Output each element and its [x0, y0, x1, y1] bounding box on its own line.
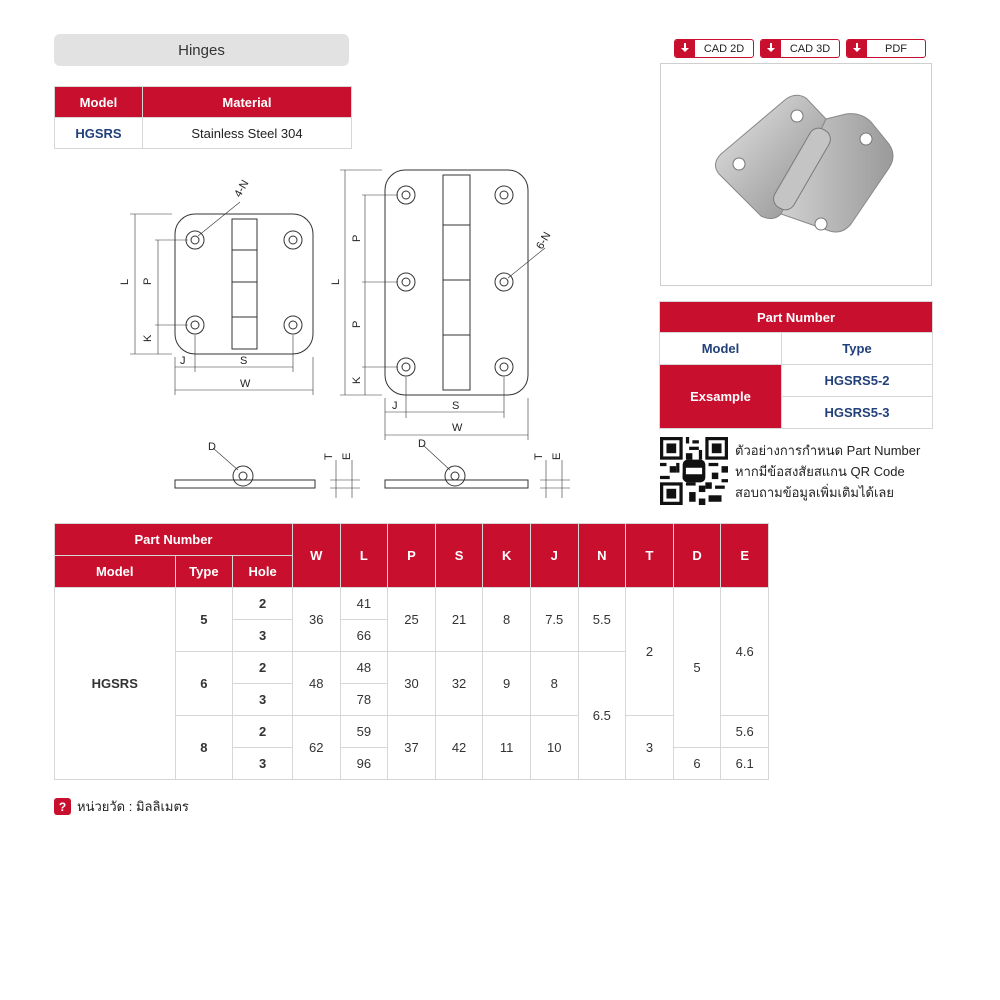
page-title	[54, 34, 349, 66]
cad-3d-label: CAD 3D	[789, 42, 831, 55]
col-d-header: D	[673, 524, 721, 588]
col-e-header: E	[721, 524, 769, 588]
left-n-label: 4-N	[232, 178, 252, 200]
spec-hole: 3	[233, 620, 293, 652]
left-side-view	[175, 480, 315, 488]
cad-2d-label: CAD 2D	[703, 42, 745, 55]
page-title-text: Hinges	[178, 41, 225, 59]
right-w-label: W	[452, 422, 463, 434]
cad-2d-button[interactable]	[674, 39, 754, 58]
col-hole-header: Hole	[233, 556, 293, 588]
spec-hole: 2	[233, 588, 293, 620]
spec-s: 21	[435, 588, 483, 652]
download-icon	[847, 40, 867, 57]
spec-n: 6.5	[578, 652, 626, 780]
right-e-label: E	[551, 452, 563, 460]
col-type-header: Type	[175, 556, 233, 588]
spec-l: 48	[340, 652, 388, 684]
left-s-label: S	[240, 355, 248, 367]
right-hinge-knuckle	[443, 175, 470, 390]
right-p1-label: P	[351, 234, 363, 242]
col-model-header: Model	[55, 556, 176, 588]
right-l-label: L	[330, 278, 342, 285]
unit-note	[54, 796, 189, 817]
example-1: HGSRS5-2	[782, 365, 933, 397]
right-j-label: J	[392, 400, 398, 412]
col-p-header: P	[388, 524, 436, 588]
spec-k: 8	[483, 588, 531, 652]
qr-instructions	[735, 440, 920, 503]
right-t-label: T	[533, 453, 545, 460]
question-icon[interactable]: ?	[54, 798, 71, 815]
example-2: HGSRS5-3	[782, 397, 933, 429]
spec-w: 36	[292, 588, 340, 652]
spec-type: 5	[175, 588, 233, 652]
download-icon	[675, 40, 695, 57]
col-j-header: J	[530, 524, 578, 588]
model-value: HGSRS	[55, 118, 143, 149]
spec-l: 96	[340, 748, 388, 780]
spec-d: 5	[673, 588, 721, 748]
spec-hole: 3	[233, 748, 293, 780]
qr-code-icon[interactable]	[660, 437, 728, 505]
spec-hole: 2	[233, 652, 293, 684]
spec-d: 6	[673, 748, 721, 780]
example-label: Exsample	[660, 365, 782, 429]
left-d-label: D	[208, 441, 216, 453]
spec-t: 3	[626, 716, 674, 780]
pdf-button[interactable]	[846, 39, 926, 58]
right-n-label: 6-N	[534, 230, 554, 252]
spec-group-header: Part Number	[55, 524, 293, 556]
part-number-header: Part Number	[660, 302, 933, 333]
right-d-label: D	[418, 438, 426, 450]
spec-p: 25	[388, 588, 436, 652]
table-row	[55, 588, 769, 620]
product-photo	[660, 63, 932, 286]
spec-n: 5.5	[578, 588, 626, 652]
model-material-table	[54, 86, 352, 149]
spec-w: 48	[292, 652, 340, 716]
pdf-label: PDF	[885, 42, 907, 55]
left-p-label: P	[142, 277, 154, 285]
col-w-header: W	[292, 524, 340, 588]
spec-type: 8	[175, 716, 233, 780]
left-hinge-knuckle	[232, 219, 257, 349]
technical-drawing	[100, 160, 600, 505]
unit-note-text: หน่วยวัด : มิลลิเมตร	[77, 799, 189, 814]
left-k-label: K	[142, 334, 154, 342]
spec-w: 62	[292, 716, 340, 780]
part-number-example-table	[659, 301, 933, 429]
left-t-label: T	[323, 453, 335, 460]
spec-j: 10	[530, 716, 578, 780]
left-l-label: L	[119, 278, 131, 285]
spec-e: 4.6	[721, 588, 769, 716]
cad-3d-button[interactable]	[760, 39, 840, 58]
left-j-label: J	[180, 355, 186, 367]
spec-j: 7.5	[530, 588, 578, 652]
spec-p: 30	[388, 652, 436, 716]
spec-hole: 2	[233, 716, 293, 748]
model-header: Model	[55, 87, 143, 118]
col-l-header: L	[340, 524, 388, 588]
qr-text-line-1: ตัวอย่างการกำหนด Part Number	[735, 443, 921, 458]
spec-l: 66	[340, 620, 388, 652]
spec-l: 41	[340, 588, 388, 620]
hinge-photo-illustration	[661, 64, 931, 285]
spec-hole: 3	[233, 684, 293, 716]
spec-s: 32	[435, 652, 483, 716]
spec-e: 5.6	[721, 716, 769, 748]
pn-type-header: Type	[782, 333, 933, 365]
download-bar	[674, 39, 926, 58]
spec-k: 11	[483, 716, 531, 780]
spec-e: 6.1	[721, 748, 769, 780]
right-k-label: K	[351, 376, 363, 384]
specification-table	[54, 523, 769, 780]
right-side-view	[385, 480, 528, 488]
spec-l: 59	[340, 716, 388, 748]
spec-model: HGSRS	[55, 588, 176, 780]
right-p2-label: P	[351, 320, 363, 328]
spec-k: 9	[483, 652, 531, 716]
spec-p: 37	[388, 716, 436, 780]
left-hinge-outline	[175, 214, 313, 354]
spec-t: 2	[626, 588, 674, 716]
pn-model-header: Model	[660, 333, 782, 365]
qr-text-line-3: สอบถามข้อมูลเพิ่มเติมได้เลย	[735, 485, 895, 500]
qr-text-line-2: หากมีข้อสงสัยสแกน QR Code	[735, 464, 905, 479]
left-w-label: W	[240, 378, 251, 390]
col-n-header: N	[578, 524, 626, 588]
col-s-header: S	[435, 524, 483, 588]
download-icon	[761, 40, 781, 57]
material-value: Stainless Steel 304	[142, 118, 351, 149]
col-t-header: T	[626, 524, 674, 588]
col-k-header: K	[483, 524, 531, 588]
spec-type: 6	[175, 652, 233, 716]
spec-l: 78	[340, 684, 388, 716]
right-s-label: S	[452, 400, 460, 412]
material-header: Material	[142, 87, 351, 118]
spec-j: 8	[530, 652, 578, 716]
spec-s: 42	[435, 716, 483, 780]
left-e-label: E	[341, 452, 353, 460]
